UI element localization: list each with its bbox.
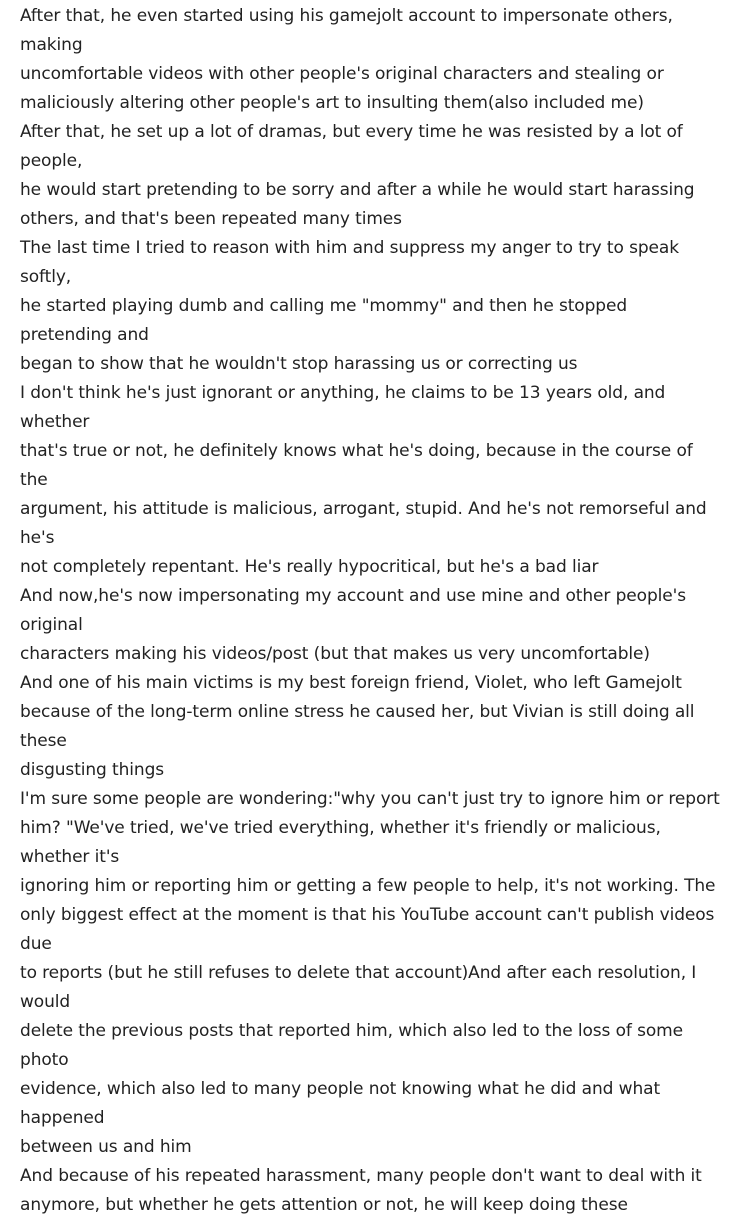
paragraph-main-victims: And one of his main victims is my best foreign friend, Violet, who left Gamejolt because of the long-term online stress he caused her, but Vivian is still doing all these disgusting things [20, 673, 695, 780]
paragraph-why-not-ignore: I'm sure some people are wondering:"why you can't just try to ignore him or report him? "We've tried, we've tried everything, whether it's friendly or malicious, whether it's ignoring him or reporting him or getting a few people to help, it's not working. The only biggest effect at the moment is that his YouTube account can't publish videos due to reports (but he still refuses to delete that account)And after each resolution, I would delete the previous posts that reported him, which also led to the loss of some photo evidence, which also led to many people not knowing what he did and what happened between us and him [20, 789, 720, 1157]
paragraph-last-reasoning: The last time I tried to reason with him and suppress my anger to try to speak softly, he started playing dumb and calling me "mommy" and then he stopped pretending and began to show that he wouldn't stop harassing us or correcting us [20, 238, 679, 374]
paragraph-impersonation: After that, he even started using his gamejolt account to impersonate others, making uncomfortable videos with other people's original characters and stealing or maliciously altering other people's art to insulting them(also included me) [20, 6, 673, 113]
paragraph-repeated-harassment: And because of his repeated harassment, many people don't want to deal with it anymore, but whether he gets attention or not, he will keep doing these [20, 1166, 702, 1215]
paragraph-impersonating-account: And now,he's now impersonating my account and use mine and other people's original characters making his videos/post (but that makes us very uncomfortable) [20, 586, 686, 664]
document-body [20, 2, 720, 1220]
paragraph-not-ignorant: I don't think he's just ignorant or anything, he claims to be 13 years old, and whether that's true or not, he definitely knows what he's doing, because in the course of the argument, his attitude is malicious, arrogant, stupid. And he's not remorseful and he's not completely repentant. He's really hypocritical, but he's a bad liar [20, 383, 707, 577]
paragraph-dramas: After that, he set up a lot of dramas, but every time he was resisted by a lot of people, he would start pretending to be sorry and after a while he would start harassing others, and that's been repeated many times [20, 122, 695, 229]
